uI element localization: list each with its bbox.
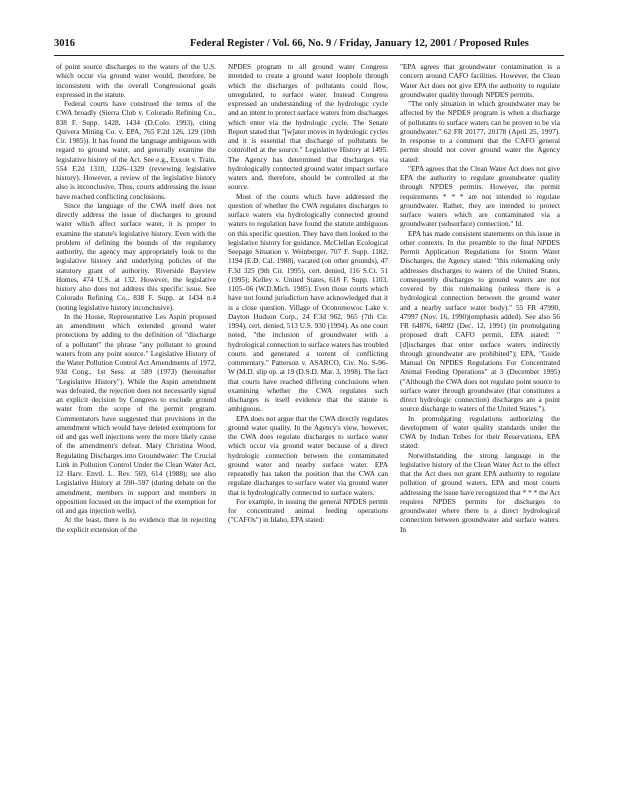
- text-column-right: [400, 62, 560, 762]
- body-paragraph: Since the language of the CWA itself does not directly address the issue of discharges to ground water which affect surface water, it is proper to examine the statute's legislative history. Even with the problem of defining the bounds of the regulatory authority, the agency may appropriately look to the legislative history and underlying policies of the statutory grant of authority. Riverside Bayview Homes, 474 U.S. at 132. However, the legislative history also does not address this specific issue. See Colorado Refining Co., 838 F. Supp. at 1434 n.4 (noting legislative history inconclusive).: [56, 200, 216, 312]
- page-number: 3016: [54, 38, 75, 49]
- publication-citation: Federal Register / Vol. 66, No. 9 / Friday, January 12, 2001 / Proposed Rules: [190, 38, 529, 49]
- body-paragraph: Federal courts have construed the terms of the CWA broadly (Sierra Club v. Colorado Refining Co., 838 F. Supp. 1428, 1434 (D.Colo. 1993), citing Quivera Mining Co. v. EPA, 765 F.2d 126, 129 (10th Cir. 1985)). It has found the language ambiguous with regard to ground water, and generally examine the legislative history of the Act. See e.g., Exxon v. Train, 554 F.2d 1310, 1326–1329 (reviewing legislative history). However, a review of the legislative history also is inconclusive. Thus, courts addressing the issue have reached conflicting conclusions.: [56, 99, 216, 201]
- running-head: [54, 38, 564, 54]
- body-paragraph: For example, in issuing the general NPDES permit for concentrated animal feeding operations ("CAFOs") in Idaho, EPA stated:: [228, 496, 388, 525]
- body-paragraph: At the least, there is no evidence that in rejecting the explicit extension of the: [56, 515, 216, 534]
- body-paragraph: EPA does not argue that the CWA directly regulates ground water quality. In the Agency's view, however, the CWA does regulate discharges to surface water which occur via ground water because of a direct hydrologic connection between the contaminated ground water and nearby surface water. EPA repeatedly has taken the position that the CWA can regulate discharges to surface water via ground water that is hydrologically connected to surface waters.: [228, 413, 388, 497]
- text-column-left: [56, 62, 216, 762]
- body-paragraph: "EPA agrees that the Clean Water Act does not give EPA the authority to regulate groundwater quality through NPDES permits. However, the permit requirements * * * are not intended to regulate groundwater. Rather, they are intended to protect surface waters which are contaminated via a groundwater (subsurface) connection." Id.: [400, 163, 560, 229]
- body-paragraph: EPA has made consistent statements on this issue in other contexts. In the preamble to the final NPDES Permit Application Regulations for Storm Water Discharges, the Agency stated: "this rulemaking only addresses discharges to waters of the United States, consequently discharges to ground waters are not covered by this rulemaking (unless there is a hydrological connection between the ground water and a nearby surface water body)." 55 FR 47990, 47997 (Nov. 16, 1990)(emphasis added). See also 56 FR 64876, 64892 (Dec. 12, 1991) (in promulgating proposed draft CAFO permit, EPA stated: "[d]ischarges that enter surface waters indirectly through groundwater are prohibited"); EPA, "Guide Manual On NPDES Regulations For Concentrated Animal Feeding Operations" at 3 (December 1995) ("Although the CWA does not regulate point source to surface water through groundwater (that constitutes a direct hydrologic connection) discharges are a point source discharge to waters of the United States.").: [400, 228, 560, 414]
- text-column-middle: [228, 62, 388, 762]
- body-paragraph: NPDES program to all ground water Congress intended to create a ground water loophole through which the discharges of pollutants could flow, unregulated, to surface water. Instead Congress expressed an understanding of the hydrologic cycle and an intent to protect surface waters from discharges which enter via the hydrologic cycle. The Senate Report stated that "[w]ater moves in hydrologic cycles and it is essential that discharge of pollutants be controlled at the source." Legislative History at 1495. The Agency has determined that discharges via hydrologically connected ground water impact surface waters and, therefore, should be controlled at the source.: [228, 62, 388, 192]
- body-paragraph: Notwithstanding the strong language in the legislative history of the Clean Water Act to the effect that the Act does not grant EPA authority to regulate pollution of ground waters, EPA and most courts addressing the issue have recognized that * * * the Act requires NPDES permits for discharges to groundwater where there is a direct hydrological connection between groundwater and surface waters. In: [400, 450, 560, 534]
- body-paragraph: In promulgating regulations authorizing the development of water quality standards under the CWA by Indian Tribes for their Reservations, EPA stated:: [400, 413, 560, 451]
- body-paragraph: of point source discharges to the waters of the U.S. which occur via ground water would, therefore, be inconsistent with the overall Congressional goals expressed in the statute.: [56, 62, 216, 99]
- body-paragraph: Most of the courts which have addressed the question of whether the CWA regulates discharges to surface waters via hydrologically connected ground waters to regulation have found the statute ambiguous on this specific question. They have then looked to the legislative history for guidance. McClellan Ecological Seepage Situation v. Weinberger, 707 F. Supp. 1182, 1194 (E.D. Cal. 1988), vacated (on other grounds), 47 F.3d 325 (9th Cir. 1995), cert. denied, 116 S.Ct. 51 (1995); Kelley v. United States, 618 F. Supp. 1103, 1105–06 (W.D.Mich. 1985). Even those courts which have not found jurisdiction have acknowledged that it is a close question. Village of Oconomowoc Lake v. Dayton Hudson Corp., 24 F.3d 962, 965 (7th Cir. 1994), cert. denied, 513 U.S. 930 (1994). As one court noted, "the inclusion of groundwater with a hydrological connection to surface waters has troubled courts and generated a torrent of conflicting commentary." Patterson v. ASARCO, Civ. No. S-96-W (M.D. slip op. at 19 (D.S.D. Mar. 3, 1998). The fact that courts have reached differing conclusions when examining whether the CWA regulates such discharges is itself evidence that the statute is ambiguous.: [228, 191, 388, 414]
- text-columns: [56, 62, 564, 762]
- header-rule: [54, 55, 564, 56]
- body-paragraph: "EPA agrees that groundwater contamination is a concern around CAFO facilities. However, the Clean Water Act does not give EPA the authority to regulate groundwater quality through NPDES permits.: [400, 62, 560, 99]
- body-paragraph: In the House, Representative Les Aspin proposed an amendment which extended ground water protections by adding to the definition of "discharge of a pollutant" the phrase "any pollutant to ground waters from any point source." Legislative History of the Water Pollution Control Act Amendments of 1972, 93d Cong., 1st Sess. at 589 (1973) (hereinafter "Legislative History"). While the Aspin amendment was defeated, the rejection does not necessarily signal an explicit decision by Congress to exclude ground water from the scope of the permit program. Commentators have suggested that provisions in the amendment which would have deleted exemptions for oil and gas well injections were the more likely cause of the amendment's defeat. Mary Christina Wood, Regulating Discharges into Groundwater: The Crucial Link in Pollution Control Under the Clean Water Act, 12 Harv. Envtl. L. Rev. 569, 614 (1988); see also Legislative History at 590–597 (during debate on the amendment, members in support and members in opposition focused on the impact of the exemption for oil and gas injection wells).: [56, 311, 216, 515]
- body-paragraph: "The only situation in which groundwater may be affected by the NPDES program is when a discharge of pollutants to surface waters can be proven to be via groundwater." 62 FR 20177, 20178 (April 25, 1997). In response to a comment that the CAFO general permit should not cover ground water the Agency stated:: [400, 99, 560, 164]
